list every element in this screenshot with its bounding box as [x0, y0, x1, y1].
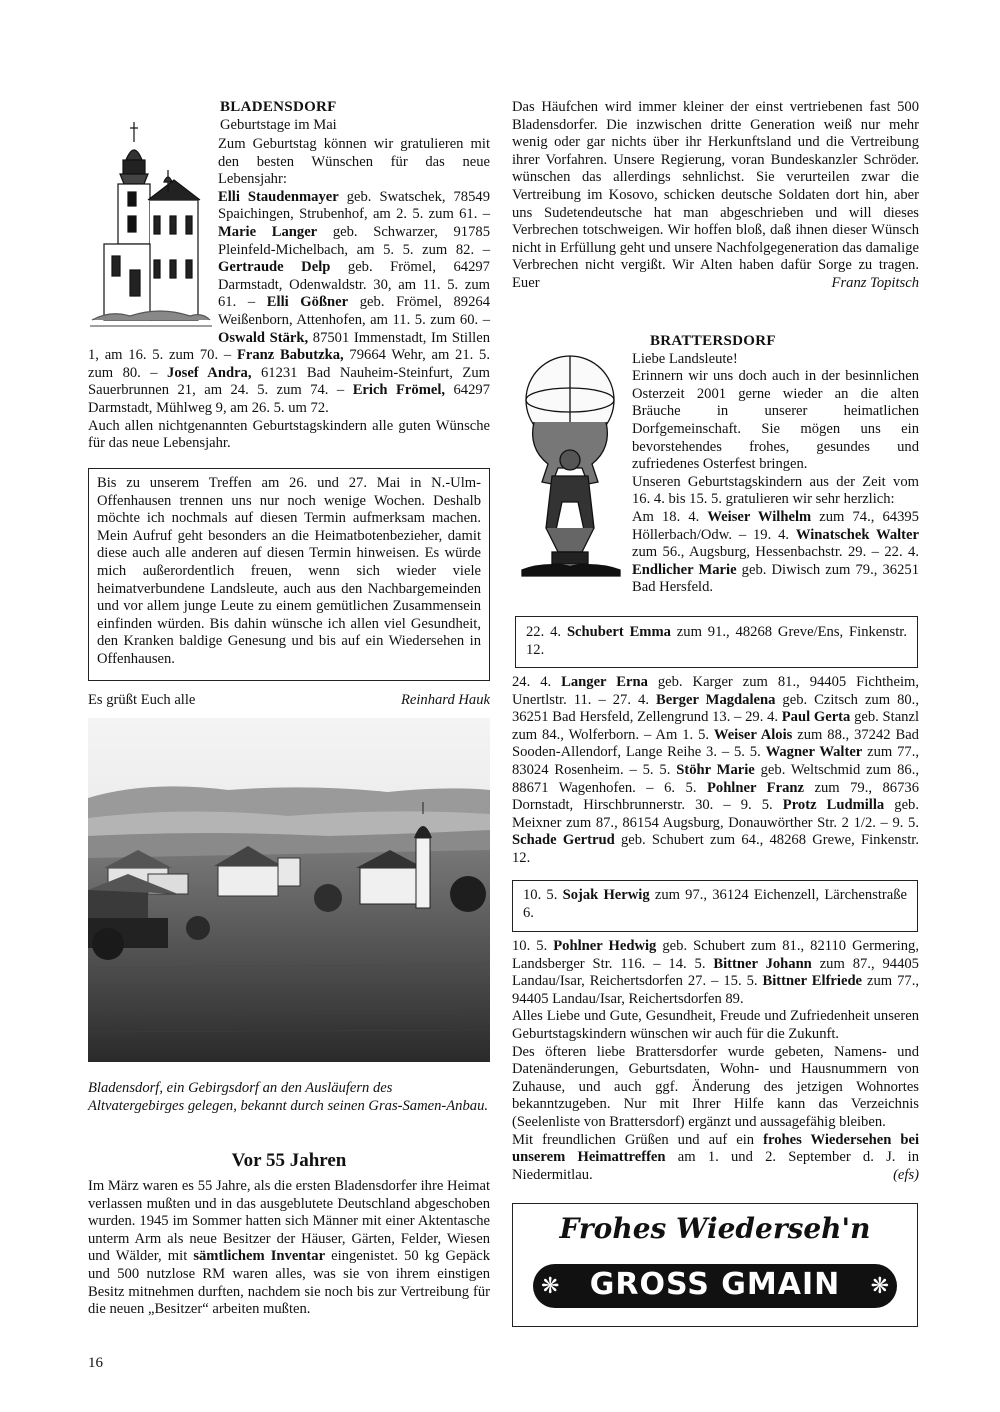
- birthday-name: Endlicher Marie: [632, 561, 737, 578]
- highlight-box-schubert: [515, 616, 918, 668]
- bladensdorf-heading: BLADENSDORF: [220, 99, 337, 115]
- brattersdorf-wishes: Alles Liebe und Gute, Gesundheit, Freude und Zufriedenheit unseren Geburtstagskindern wünschen wir auch für die Zukunft.: [512, 1008, 919, 1042]
- birthday-detail: zum 77., 94405 Landau/Isar, Reichertsdorfen 89.: [512, 973, 919, 1007]
- haeufchen-article: [512, 99, 919, 293]
- banner-place-plate: [533, 1264, 897, 1308]
- gross-gmain-banner: [512, 1203, 918, 1327]
- birthday-name: Oswald Stärk,: [218, 329, 309, 346]
- birthday-name: Stöhr Marie: [676, 761, 755, 778]
- birthday-detail: geb. Czitsch zum 80., 36251 Bad Hersfeld, Zellengrund 13. – 29. 4.: [512, 691, 919, 726]
- birthday-detail: geb. Schubert zum 64., 48268 Grewe, Finkenstr. 12.: [512, 832, 919, 866]
- brattersdorf-entries-3: [512, 938, 919, 1008]
- brattersdorf-section: [512, 333, 919, 597]
- birthday-name: Winatschek Walter: [795, 526, 919, 543]
- birthday-name: Franz Babutzka,: [236, 347, 344, 364]
- birthday-name: Sojak Herwig: [562, 887, 650, 903]
- birthday-name: Gertraude Delp: [218, 259, 331, 276]
- birthday-detail: zum 79., 86736 Dornstadt, Hirschbrunnerstr. 30. – 9. 5.: [512, 779, 919, 814]
- haeufchen-text-wrap: [512, 99, 919, 293]
- greeting-text: Es grüßt Euch alle: [88, 692, 196, 708]
- photo-caption: Bladensdorf, ein Gebirgsdorf an den Ausläufern des Altvatergebirges gelegen, bekannt durch seinen Gras-Samen-Anbau.: [88, 1080, 489, 1114]
- haeufchen-text: Das Häufchen wird immer kleiner der einst vertriebenen fast 500 Bladensdorfer. Die inzwischen dritte Generation weiß nur mehr wenig oder gar nichts über ihr Herkunftsland und die Vertreibung ihrer Vorfahren. Unsere Regierung, voran Bundeskanzler Schröder. wünschen das allerdings sehnlichst. Sie verurteilen zwar die Vertreibung im Kosovo, schicken deutsche Soldaten dort hin, aber uns Sudetendeutsche hat man abgeschrieben und will dieses Verbrechen totschweigen. Wir hoffen bloß, daß ihnen dieser Wünsch nicht in Erfüllung geht und unsere Nachfolgegeneration das damalige Verbrechen nicht vergißt. Wir Alten haben dafür Sorge zu tragen. Euer: [512, 99, 919, 291]
- birthday-detail: zum 97., 36124 Eichenzell, Lärchenstraße 6.: [523, 887, 907, 921]
- brattersdorf-final: [512, 1132, 919, 1185]
- brattersdorf-closing: [512, 938, 919, 1184]
- bladensdorf-birthdays: [88, 136, 490, 453]
- birthday-detail: geb. Schwarzer, 91785 Pleinfeld-Michelbach, am 5. 5. zum 82. –: [218, 223, 490, 258]
- birthday-detail: geb. Stanzl zum 84., Wolferborn. – Am 1. 5.: [512, 709, 919, 743]
- greeting-signature: Reinhard Hauk: [400, 692, 490, 708]
- birthday-date: 10. 5.: [523, 887, 563, 903]
- birthday-detail: geb. Swatschek, 78549 Spaichingen, Strubenhof, am 2. 5. zum 61. –: [218, 188, 490, 223]
- greeting-line: [88, 692, 490, 710]
- highlight-box-text: [526, 624, 907, 659]
- brattersdorf-birthday-intro: Unseren Geburtstagskindern aus der Zeit vom 16. 4. bis 15. 5. gratulieren wir sehr herzlich:: [632, 473, 919, 508]
- birthday-name: Schade Gertrud: [512, 832, 615, 849]
- birthday-name: Pohlner Hedwig: [553, 938, 657, 954]
- final-bold: frohes Wiedersehen bei unserem Heimattreffen: [512, 1131, 920, 1166]
- brattersdorf-intro: Erinnern wir uns doch auch in der besinnlichen Osterzeit 2001 gerne wieder an die alten Bräuche in unserer heimatlichen Dorfgemeinschaft. Sie mögen uns ein bevorstehendes frohes, gesundes und zufriedenes Osterfest bringen.: [632, 368, 919, 473]
- birthday-name: Pohlner Franz: [706, 779, 804, 796]
- vor55-heading: Vor 55 Jahren: [231, 1150, 347, 1171]
- vor55-bold: sämtlichem Inventar: [193, 1248, 326, 1265]
- brattersdorf-request: Des öfteren liebe Brattersdorfer wurde gebeten, Namens- und Datenänderungen, Geburtsdaten, Wohn- und Hausnummern von Zuhause, und auch ggf. Änderung des jetzigen Wohnortes bekanntzugeben. Nur mit Ihrer Hilfe kann das Verzeichnis (Seelenliste von Brattersdorf) ergänzt und aussagefähig bleiben.: [512, 1043, 919, 1130]
- birthday-name: Elli Gößner: [266, 294, 349, 311]
- vor55-text-after: eingenistet. 50 kg Gepäck und 500 nutzlose RM waren alles, was sie von ihrem einstigen Besitz mitnehmen durften, nachdem sie noch bis zur Vertreibung für die neuen „Besitzer“ arbeiten mußten.: [88, 1248, 490, 1318]
- banner-script-text: Frohes Wiederseh'n: [559, 1212, 871, 1245]
- offenhausen-notice-box: [88, 468, 490, 681]
- birthday-name: Wagner Walter: [765, 744, 863, 761]
- page-number: 16: [88, 1355, 103, 1371]
- birthday-detail: 64297 Darmstadt, Mühlweg 9, am 26. 5. um 72.: [88, 382, 490, 416]
- birthday-detail: geb. Weltschmid zum 86., 88671 Wagenhofen. – 6. 5.: [512, 761, 919, 796]
- birthday-detail: zum 88., 37242 Bad Sooden-Allendorf, Lange Reihe 3. – 5. 5.: [512, 726, 919, 761]
- banner-place-text: GROSS GMAIN: [589, 1267, 841, 1302]
- birthday-name: Weiser Alois: [713, 726, 793, 743]
- highlight-box-sojak: [512, 880, 918, 932]
- birthday-name: Paul Gerta: [781, 709, 851, 726]
- birthday-detail: zum 56., Augsburg, Hessenbachstr. 29. – 22. 4.: [632, 544, 919, 561]
- birthday-detail: zum 77., 83024 Rosenheim. – 5. 5.: [512, 744, 919, 778]
- brattersdorf-heading: BRATTERSDORF: [650, 333, 776, 349]
- vor55-article: [88, 1178, 490, 1319]
- banner-left-ornament-icon: ❋: [541, 1273, 560, 1298]
- vor55-text: [88, 1178, 490, 1319]
- birthday-detail: geb. Diwisch zum 79., 36251 Bad Hersfeld.: [632, 561, 919, 596]
- birthday-name: Bittner Elfriede: [762, 973, 863, 990]
- banner-right-ornament-icon: ❋: [870, 1273, 889, 1298]
- birthday-detail: geb. Meixner zum 87., 86154 Augsburg, Donauwörther Str. 2 1/2. – 9. 5.: [512, 797, 919, 831]
- birthday-detail: zum 74., 64395 Höllerbach/Odw. – 19. 4.: [632, 508, 919, 543]
- bladensdorf-subheading: Geburtstage im Mai: [220, 116, 337, 133]
- brattersdorf-entries-2: [512, 674, 919, 868]
- birthday-name: Berger Magdalena: [655, 691, 776, 708]
- bladensdorf-closing: Auch allen nichtgenannten Geburtstagskindern alle guten Wünsche für das neue Lebensjahr.: [88, 417, 490, 452]
- birthday-detail: 79664 Wehr, am 21. 5. zum 80. –: [88, 347, 491, 381]
- birthday-date: 10. 5.: [512, 938, 554, 954]
- brattersdorf-entries-2-text: [512, 674, 919, 868]
- birthday-name: Elli Staudenmayer: [218, 188, 339, 205]
- offenhausen-notice-text: Bis zu unserem Treffen am 26. und 27. Mai in N.-Ulm-Offenhausen trennen uns nur noch wenige Wochen. Deshalb möchte ich nochmals auf diesen Termin aufmerksam machen. Mein Aufruf geht besonders an die Heimatbotenbezieher, damit diese auch alle anderen auf diesen Termin hinweisen. Es würde mich außerordentlich freuen, wenn sich wieder viele heimatverbundene Landsleute, auch aus den Nachbargemeinden und vor allem junge Leute zu einem gemütlichen Zusammensein einfinden würden. Bis dahin wünsche ich allen viel Gesundheit, den Kranken baldige Genesung und bis auf ein Wiedersehen in Offenhausen.: [97, 475, 481, 667]
- birthday-date: 24. 4.: [512, 674, 562, 690]
- brattersdorf-salutation: Liebe Landsleute!: [632, 350, 738, 367]
- birthday-detail: geb. Frömel, 89264 Weißenborn, Attenhofen, am 11. 5. zum 60. –: [218, 294, 490, 328]
- brattersdorf-signature: (efs): [893, 1166, 919, 1183]
- birthday-detail: zum 91., 48268 Greve/Ens, Finkenstr. 12.: [526, 624, 907, 658]
- birthday-name: Langer Erna: [561, 674, 648, 690]
- birthday-detail: zum 87., 94405 Landau/Isar, Reichertsdorfen 27. – 15. 5.: [512, 955, 919, 990]
- birthday-name: Weiser Wilhelm: [707, 508, 812, 525]
- haeufchen-signature: Franz Topitsch: [831, 274, 919, 291]
- church-float-spacer: [88, 136, 218, 334]
- birthday-date: Am 18. 4.: [632, 508, 708, 525]
- birthday-name: Protz Ludmilla: [782, 797, 885, 814]
- birthday-detail: geb. Karger zum 81., 94405 Fichtheim, Unertlstr. 11. – 27. 4.: [512, 674, 919, 708]
- birthday-date: 22. 4.: [526, 624, 567, 640]
- birthday-detail: 87501 Immenstadt, Im Stillen 1, am 16. 5. zum 70. –: [88, 329, 490, 364]
- birthday-name: Marie Langer: [218, 223, 318, 240]
- birthday-name: Josef Andra,: [167, 364, 252, 381]
- birthday-name: Schubert Emma: [566, 624, 671, 640]
- birthday-detail: geb. Frömel, 64297 Darmstadt, Odenwaldstr. 30, am 11. 5. zum 61. –: [218, 259, 490, 311]
- vor55-text-before: Im März waren es 55 Jahre, als die ersten Bladensdorfer ihre Heimat verlassen mußten und in das ausgeblutete Deutschland abgeschoben wurden. 1945 im Sommer hatten sich Männer mit einer Aktentasche unterm Arm als neue Besitzer der Häuser, Gärten, Felder, Wiesen und Wälder, mit: [88, 1178, 490, 1265]
- birthday-detail: 61231 Bad Nauheim-Steinfurt, Zum Sauerbrunnen 21, am 24. 5. zum 74. –: [88, 364, 490, 399]
- birthday-name: Erich Frömel,: [352, 382, 446, 399]
- highlight-box-text: [523, 887, 907, 922]
- birthday-detail: geb. Schubert zum 81., 82110 Germering, Landsberger Str. 116. – 14. 5.: [512, 938, 919, 972]
- final-post: am 1. und 2. September d. J. in Niedermitlau.: [512, 1149, 919, 1183]
- bladensdorf-header: [220, 99, 490, 134]
- atlas-float-spacer: [512, 351, 632, 595]
- bladensdorf-intro: Zum Geburtstag können wir gratulieren mit den besten Wünschen für das neue Lebensjahr:: [218, 136, 490, 188]
- village-photo: [88, 718, 490, 1062]
- birthday-name: Bittner Johann: [713, 955, 812, 972]
- final-pre: Mit freundlichen Grüßen und auf ein: [512, 1131, 764, 1148]
